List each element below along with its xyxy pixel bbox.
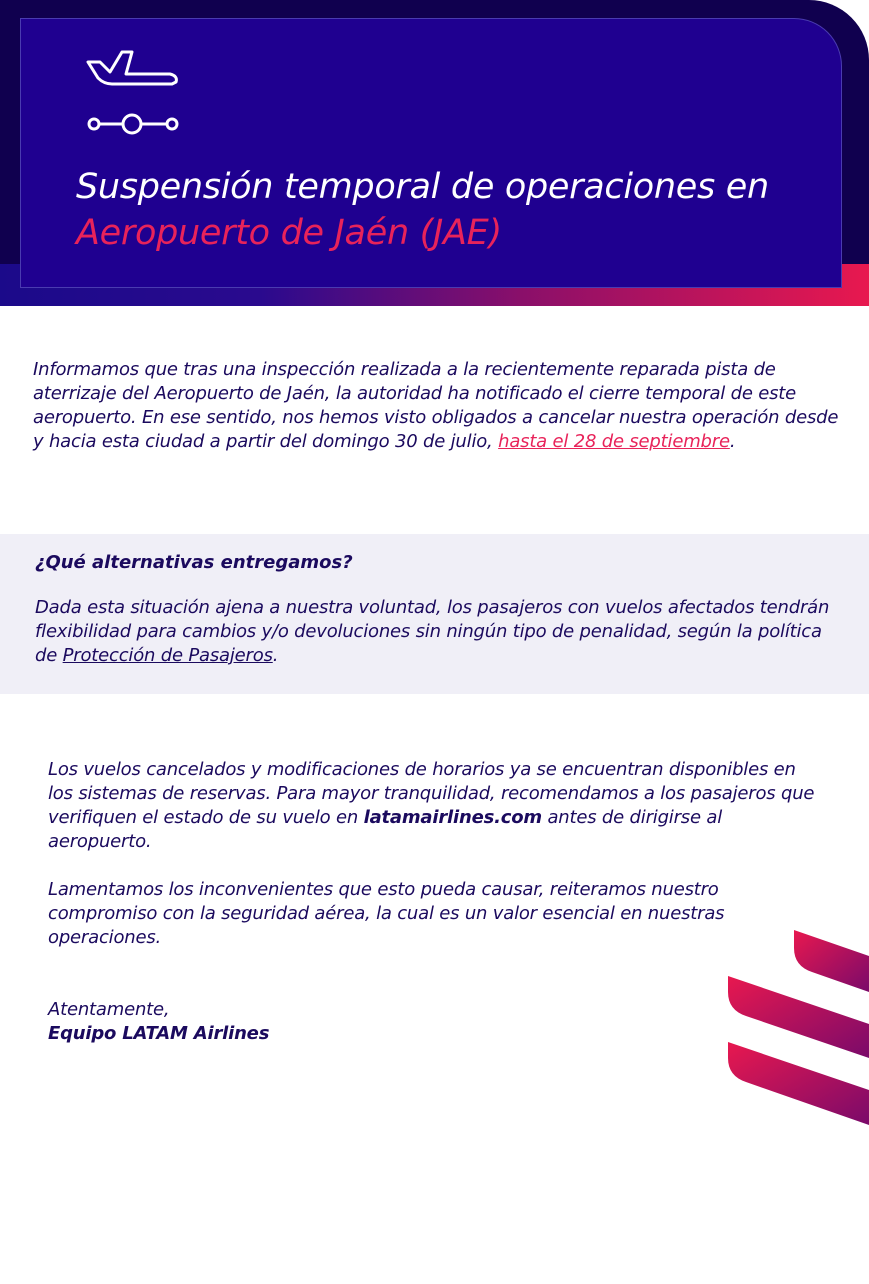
signature-team: Equipo LATAM Airlines — [48, 1023, 270, 1044]
latam-logo-icon — [728, 928, 869, 1128]
alternatives-paragraph — [35, 596, 835, 668]
info-text-end: antes de dirigirse al aeropuerto. — [48, 807, 723, 852]
title-line-2: Aeropuerto de Jaén (JAE) — [76, 213, 502, 253]
signature-closing: Atentamente, — [48, 999, 170, 1020]
intro-text-end: . — [729, 431, 736, 452]
date-link[interactable]: hasta el 28 de septiembre — [498, 431, 730, 452]
page-title — [76, 164, 836, 256]
alternatives-text: Dada esta situación ajena a nuestra voluntad, los pasajeros con vuelos afectados tendrán flexibilidad para cambios y/o devoluciones sin ningún tipo de penalidad, según la política de — [35, 597, 830, 666]
passenger-protection-link[interactable]: Protección de Pasajeros — [62, 645, 273, 666]
title-line-1: Suspensión temporal de operaciones en — [76, 167, 769, 207]
info-paragraph — [48, 758, 818, 854]
info-text: Los vuelos cancelados y modificaciones de horarios ya se encuentran disponibles en los sistemas de reservas. Para mayor tranquilidad, recomendamos a los pasajeros que verifiquen el estado de su vuelo en — [48, 759, 815, 828]
apology-paragraph: Lamentamos los inconvenientes que esto pueda causar, reiteramos nuestro compromiso con la seguridad aérea, la cual es un valor esencial en nuestras operaciones. — [48, 879, 725, 948]
airplane-landing-icon — [82, 44, 182, 140]
intro-paragraph — [33, 358, 853, 454]
intro-text: Informamos que tras una inspección realizada a la recientemente reparada pista de aterrizaje del Aeropuerto de Jaén, la autoridad ha notificado el cierre temporal de este aeropuerto. En ese sentido, nos hemos visto obligados a cancelar nuestra operación desde y hacia esta ciudad a partir del domingo 30 de julio, — [33, 359, 839, 452]
site-name: latamairlines.com — [363, 807, 542, 828]
alternatives-text-end: . — [272, 645, 279, 666]
alternatives-title: ¿Qué alternativas entregamos? — [35, 552, 353, 573]
